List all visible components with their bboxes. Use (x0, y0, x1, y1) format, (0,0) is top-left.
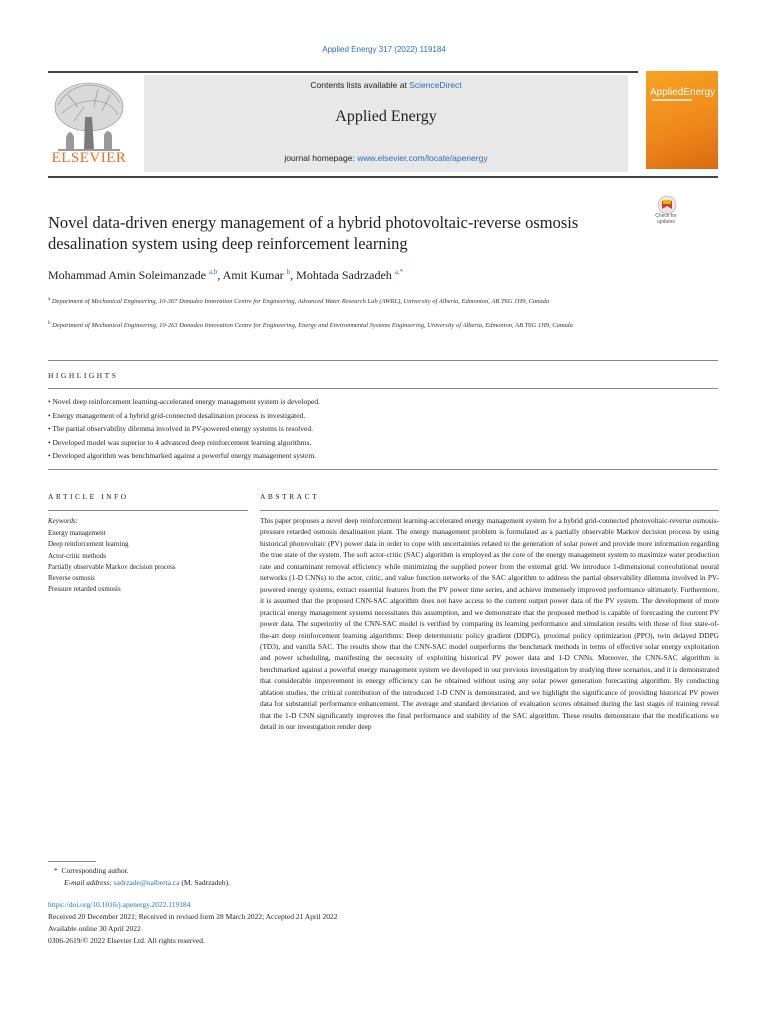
highlight-item: • Developed algorithm was benchmarked against a powerful energy management system. (48, 451, 317, 460)
affiliation-text: Department of Mechanical Engineering, 10-263 Donadeo Innovation Centre for Engineering, Energy and Environmental Systems Engineering, University of Alberta, Edmonton, AB T6G 1H9, Canada (52, 322, 573, 330)
journal-cover-image[interactable] (646, 71, 718, 169)
email-note (64, 878, 230, 887)
highlight-item: • Developed model was superior to 4 advanced deep reinforcement learning algorithms. (48, 437, 312, 447)
journal-name: Applied Energy (335, 108, 437, 125)
doi-anchor[interactable]: https://doi.org/10.1016/j.apenergy.2022.119184 (48, 900, 191, 909)
paper-title: Novel data-driven energy management of a hybrid photovoltaic-reverse osmosis desalination system using deep reinforcement learning (48, 213, 579, 253)
email-link[interactable]: sadrzade@ualberta.ca (113, 878, 180, 887)
author-name[interactable]: Mohtada Sadrzadeh (296, 268, 392, 282)
author-name[interactable]: Mohammad Amin Soleimanzade (48, 268, 206, 282)
contents-prefix: Contents lists available at (310, 80, 410, 90)
header-bottom-rule (48, 176, 718, 178)
email-label: E-mail address: (64, 878, 112, 887)
highlights-top-rule (48, 360, 718, 361)
homepage-prefix: journal homepage: (284, 153, 358, 163)
available-online-date: Available online 30 April 2022 (48, 924, 141, 933)
cover-title: AppliedEnergy (650, 87, 716, 98)
keyword-item: Deep reinforcement learning (48, 540, 129, 549)
keyword-item: Energy management (48, 529, 106, 537)
keywords-list (48, 528, 176, 596)
author-affiliation-mark[interactable]: b (286, 268, 291, 276)
author-name[interactable]: Amit Kumar (222, 268, 284, 282)
keyword-item: Pressure retarded osmosis (48, 585, 121, 594)
author-affiliation-mark[interactable]: a,b (208, 268, 218, 276)
received-dates: Received 20 December 2021; Received in revised form 28 March 2022; Accepted 21 April 2022 (48, 912, 338, 921)
highlights-heading-rule (48, 388, 718, 389)
journal-homepage-line (144, 153, 628, 163)
highlights-heading: HIGHLIGHTS (48, 371, 119, 380)
affiliation-b (48, 319, 648, 331)
affiliation-mark: b (48, 321, 51, 326)
check-for-updates-label: Check for updates (655, 213, 677, 225)
affiliation-mark: a (48, 297, 51, 302)
cover-decoration (652, 99, 692, 101)
doi-link[interactable] (48, 899, 191, 910)
keyword-item: Actor-critic methods (48, 551, 106, 560)
footnote-rule (48, 861, 96, 862)
elsevier-wordmark: ELSEVIER (51, 150, 127, 166)
author-affiliation-mark[interactable]: a,* (394, 268, 404, 276)
abstract-text: This paper proposes a novel deep reinforcement learning-accelerated energy management system for a hybrid grid-connected photovoltaic-reverse osmosis-pressure retarded osmosis desalination plant. The energy management problem is formulated as a partially observable Markov decision process by using historical photovoltaic (PV) power data in order to cope with uncertainties related to the generation of solar power and provide more information regarding the true state of the system. The soft actor-critic (SAC) algorithm is employed as the core of the energy management system to maximize water production rate and contaminant removal efficiency while minimizing the supplied power from the external grid. We introduce 1-dimensional convolutional neural networks (1-D CNNs) to the actor, critic, and value function networks of the SAC algorithm to address the partial observability dilemma involved in PV-powered energy systems, extract essential features from the PV power time series, and achieve immensely improved performance ultimately. Furthermore, it is assumed that the proposed CNN-SAC algorithm does not have access to the current output power data of the PV system. The development of more practical energy management systems necessitates this assumption, and we demonstrate that the proposed method is capable of forecasting the current PV power data. The superiority of the CNN-SAC model is verified by comparing its learning performance and simulation results with those of four state-of-the-art deep reinforcement learning algorithms: Deep deterministic policy gradient (DDPG), proximal policy optimization (PPO), twin delayed DDPG (TD3), and vanilla SAC. The results show that the CNN-SAC model outperforms the benchmark methods in terms of effective solar energy exploitation and power scheduling, manifesting the necessity of exploiting historical PV power data and 1-D CNNs. Moreover, the CNN-SAC algorithm is benchmarked against a powerful energy management system we developed in our previous investigation by studying three scenarios, and it is demonstrated that considerable improvement in energy efficiency can be obtained without using any solar power generation forecasting algorithm. By conducting ablation studies, the critical contribution of the introduced 1-D CNN is demonstrated, and we highlight the significance of providing historical PV power data for substantial performance enhancement. The average and standard deviation of evaluation scores obtained during the last stages of training reveal that the 1-D CNN significantly improves the final performance and stability of the SAC algorithm. These results demonstrate that the modifications we detail in our investigation render deep (260, 516, 719, 732)
abstract-rule (260, 510, 719, 511)
highlight-item: • Energy management of a hybrid grid-connected desalination process is investigated. (48, 410, 306, 420)
highlight-item: • Novel deep reinforcement learning-accelerated energy management system is developed. (48, 397, 320, 406)
header-top-rule (48, 71, 638, 73)
journal-reference-link[interactable]: Applied Energy 317 (2022) 119184 (322, 45, 446, 54)
abstract-heading: ABSTRACT (260, 492, 320, 501)
asterisk-mark: * (54, 866, 62, 875)
keyword-item: Reverse osmosis (48, 574, 95, 583)
affiliation-text: Department of Mechanical Engineering, 10-367 Donadeo Innovation Centre for Engineering, Advanced Water Research Lab (AWRL), University of Alberta, Edmonton, AB T6G 1H9, Canada (51, 298, 550, 306)
article-info-heading: ARTICLE INFO (48, 492, 129, 501)
author-list: Mohammad Amin Soleimanzade $^{a,b}$, Amit Kumar $^b$, Mohtada Sadrzadeh $^{a,*}$ (48, 268, 404, 282)
highlight-item: • The partial observability dilemma involved in PV-powered energy systems is resolved. (48, 424, 313, 433)
highlights-list (48, 395, 648, 463)
corresponding-author-note (54, 866, 129, 875)
keywords-label: Keywords: (48, 517, 79, 525)
copyright-line: 0306-2619/© 2022 Elsevier Ltd. All rights reserved. (48, 936, 205, 945)
contents-line (144, 80, 628, 90)
article-info-rule (48, 510, 248, 511)
keyword-item: Partially observable Markov decision process (48, 562, 176, 571)
journal-homepage-link[interactable]: www.elsevier.com/locate/apenergy (357, 153, 488, 163)
corresponding-text: Corresponding author. (61, 866, 129, 875)
sciencedirect-link[interactable]: ScienceDirect (409, 80, 462, 90)
highlights-bottom-rule (48, 469, 718, 470)
affiliation-a (48, 295, 648, 307)
email-suffix: (M. Sadrzadeh). (181, 878, 230, 887)
